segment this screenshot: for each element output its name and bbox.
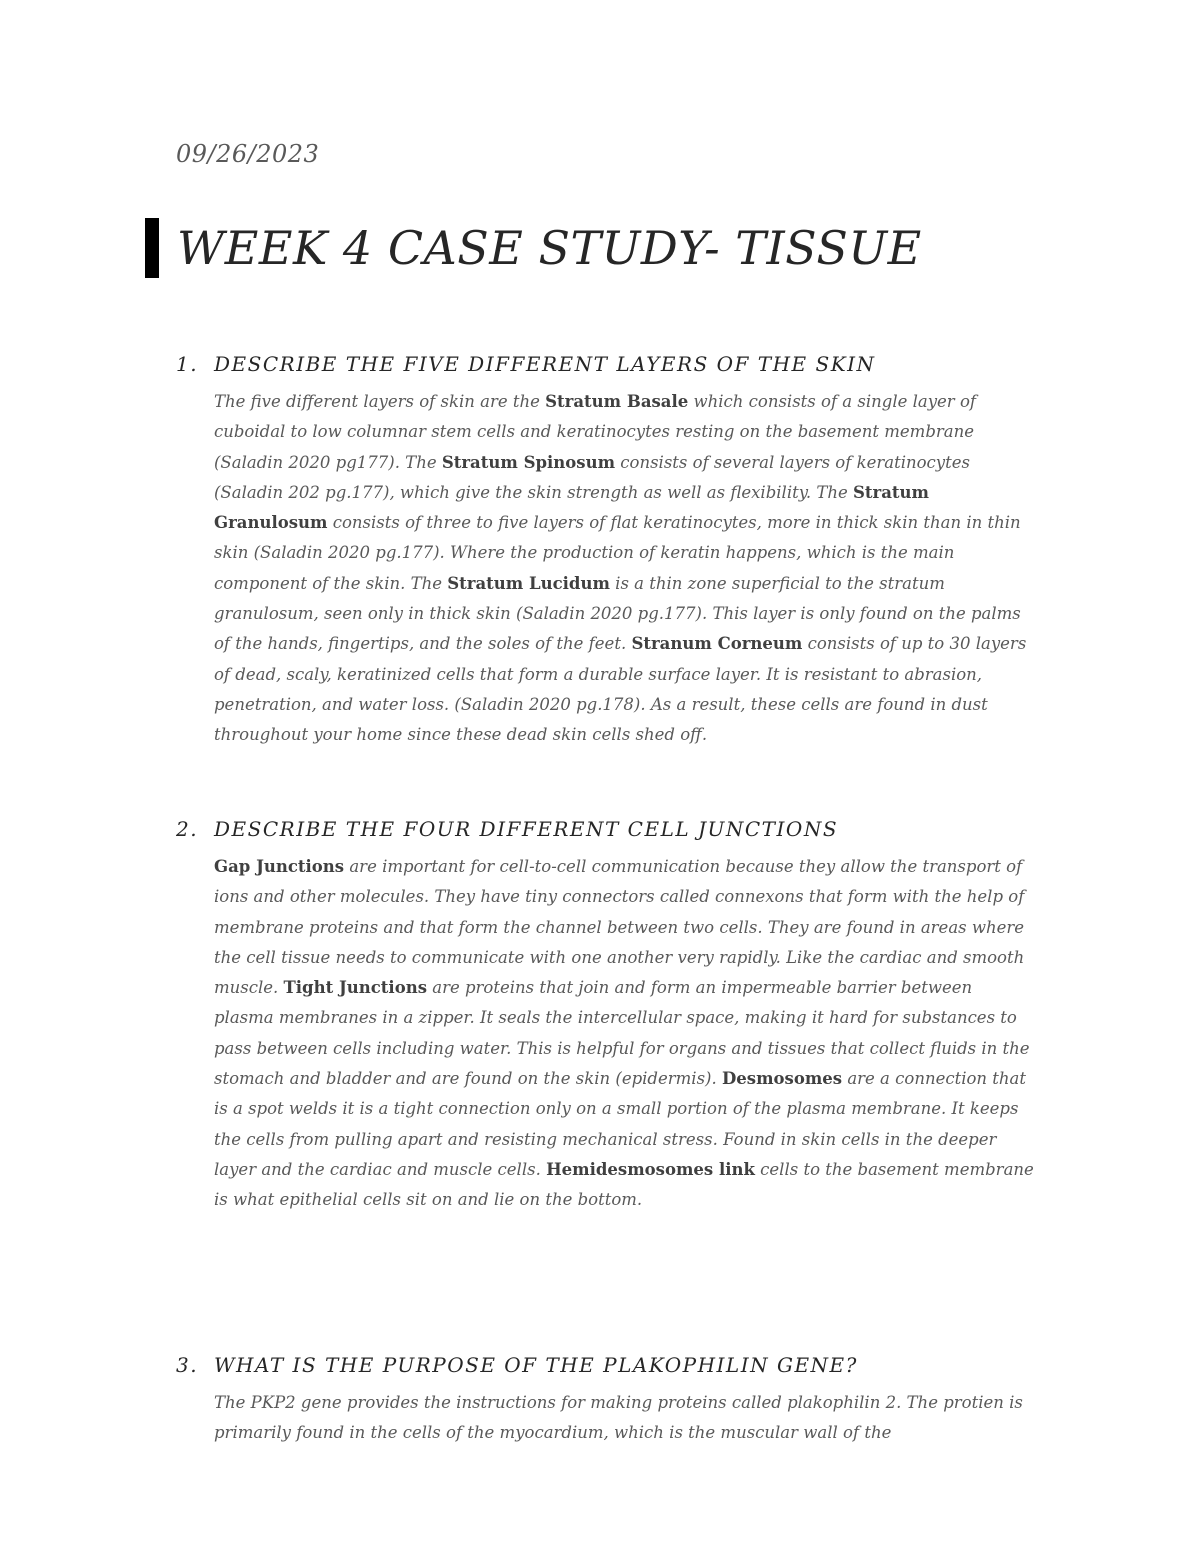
bold-term: Hemidesmosomes link (546, 1159, 755, 1179)
body-text: consists of up to 30 layers of dead, scaly, keratinized cells that form a durable surface layer. It is resistant to abrasion, penetration, and water loss. (Saladin 2020 pg.178). As a result, these cells are found in dust throughout your home since these dead skin cells shed off. (214, 634, 1027, 745)
body-text: are important for cell-to-cell communication because they allow the transport of ions and other molecules. They have tiny connectors called connexons that form with the help of membrane proteins and that form the channel between two cells. They are found in areas where the cell tissue needs to communicate with one another very rapidly. Like the cardiac and smooth muscle. (214, 857, 1025, 998)
bold-term: Tight Junctions (283, 978, 427, 998)
section-number: 3. (176, 1353, 199, 1377)
section-number: 1. (176, 352, 199, 376)
document-date: 09/26/2023 (176, 140, 320, 168)
bold-term: Stranum Corneum (631, 634, 803, 654)
title-block (145, 218, 922, 278)
section-heading (176, 1350, 1036, 1380)
bold-term: Stratum Lucidum (447, 573, 610, 593)
bold-term: Stratum Spinosum (441, 452, 616, 472)
body-text: The PKP2 gene provides the instructions for making proteins called plakophilin 2. The protien is primarily found in the cells of the myocardium, which is the muscular wall of the (214, 1393, 1023, 1443)
section-number: 2. (176, 817, 199, 841)
document-title: WEEK 4 CASE STUDY- TISSUE (177, 221, 922, 275)
section-body (214, 1388, 1036, 1449)
section-heading (176, 349, 1036, 379)
section-heading (176, 814, 1036, 844)
bold-term: Stratum Basale (545, 392, 689, 411)
bold-term: Stratum Granulosum (214, 482, 929, 533)
body-text: which consists of a single layer of cuboidal to low columnar stem cells and keratinocytes resting on the basement membrane (Saladin 2020 pg177). The (214, 392, 976, 472)
section-1 (176, 349, 1036, 751)
section-heading-text: DESCRIBE THE FIVE DIFFERENT LAYERS OF THE SKIN (214, 352, 876, 376)
body-text: is a thin zone superficial to the stratum granulosum, seen only in thick skin (Saladin 2020 pg.177). This layer is only found on the palms of the hands, fingertips, and the soles of the feet. (214, 573, 1021, 654)
section-heading-text: DESCRIBE THE FOUR DIFFERENT CELL JUNCTIONS (214, 817, 839, 841)
body-text: are proteins that join and form an impermeable barrier between plasma membranes in a zipper. It seals the intercellular space, making it hard for substances to pass between cells including water. This is helpful for organs and tissues that collect fluids in the stomach and bladder and are found on the skin (epidermis). (214, 978, 1030, 1089)
section-3 (176, 1350, 1036, 1449)
body-text: The five different layers of skin are the (214, 392, 546, 411)
title-accent-bar (145, 218, 159, 278)
section-body (214, 852, 1036, 1216)
section-body (214, 387, 1036, 751)
body-text: consists of several layers of keratinocytes (Saladin 202 pg.177), which give the skin strength as well as flexibility. The (214, 452, 970, 502)
body-text: consists of three to five layers of flat keratinocytes, more in thick skin than in thin skin (Saladin 2020 pg.177). Where the production of keratin happens, which is the main component of the skin. The (214, 513, 1021, 593)
section-2 (176, 814, 1036, 1216)
body-text: cells to the basement membrane is what epithelial cells sit on and lie on the bottom. (214, 1159, 1034, 1210)
bold-term: Gap Junctions (214, 857, 345, 876)
body-text: are a connection that is a spot welds it is a tight connection only on a small portion of the plasma membrane. It keeps the cells from pulling apart and resisting mechanical stress. Found in skin cells in the deeper layer and the cardiac and muscle cells. (214, 1069, 1027, 1179)
bold-term: Desmosomes (721, 1069, 843, 1089)
section-heading-text: WHAT IS THE PURPOSE OF THE PLAKOPHILIN GENE? (214, 1353, 858, 1377)
